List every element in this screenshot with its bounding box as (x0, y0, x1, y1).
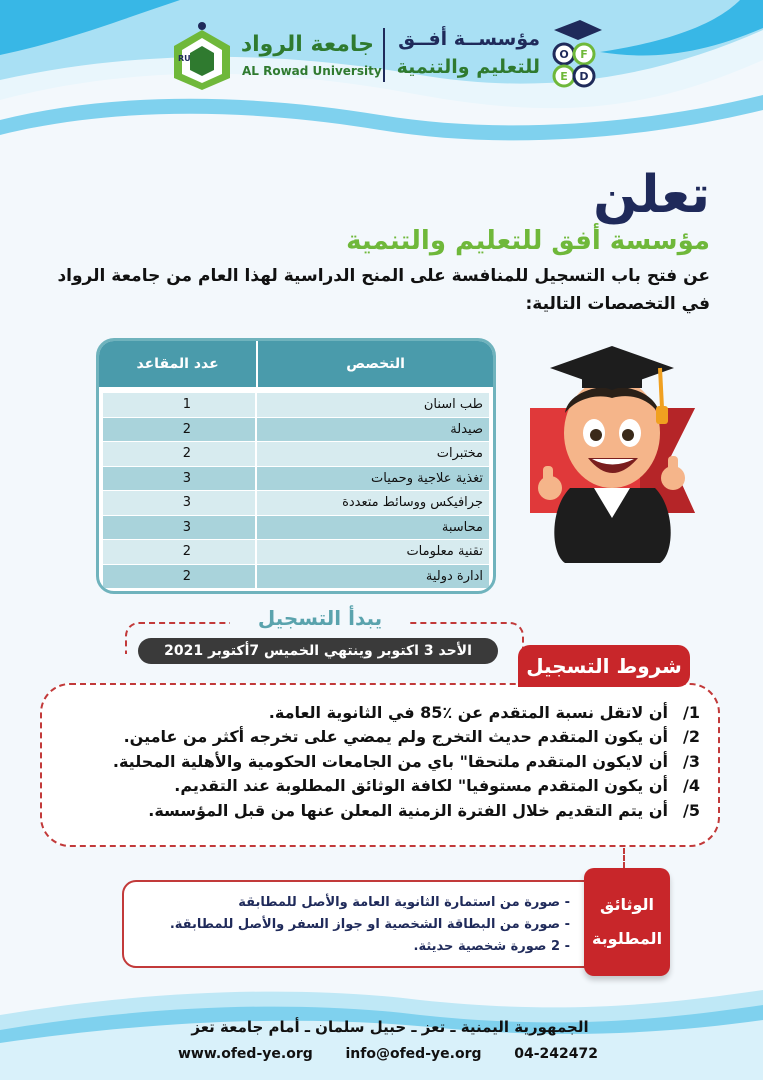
footer-website[interactable]: www.ofed-ye.org (178, 1046, 313, 1062)
condition-number: 5/ (683, 800, 700, 820)
footer-email[interactable]: info@ofed-ye.org (345, 1046, 482, 1062)
university-name-ar: جامعة الرواد (240, 32, 374, 57)
cell-specialty: طب اسنان (257, 393, 489, 417)
table-header (99, 341, 493, 387)
cell-seats: 3 (103, 467, 255, 491)
condition-item (60, 774, 700, 798)
table-row (103, 442, 489, 466)
organization-logo (392, 18, 604, 90)
documents-title-line1: الوثائق (600, 895, 654, 914)
cell-seats: 2 (103, 418, 255, 442)
condition-number: 4/ (683, 776, 700, 795)
announcement-intro: عن فتح باب التسجيل للمنافسة على المنح الدراسية لهذا العام من جامعة الرواد في التخصصات التالية: (57, 266, 710, 314)
announcement-organization: مؤسسة أفق للتعليم والتنمية (346, 226, 710, 256)
condition-number: 2/ (683, 727, 700, 746)
badge-pin-icon (623, 848, 633, 868)
cell-seats: 2 (103, 565, 255, 589)
documents-list (140, 892, 570, 958)
documents-badge (584, 868, 670, 976)
org-logo-letter-e: E (560, 70, 568, 83)
condition-text: أن يكون المتقدم مستوفيا" لكافة الوثائق المطلوبة عند التقديم. (174, 776, 668, 795)
cell-specialty: محاسبة (257, 516, 489, 540)
footer-contacts (178, 1046, 598, 1062)
cell-specialty: مختبرات (257, 442, 489, 466)
table-body (103, 393, 489, 589)
condition-item (60, 749, 700, 773)
org-name-line1: مؤسســة أفــق (398, 28, 540, 50)
table-row (103, 540, 489, 564)
table-row (103, 491, 489, 515)
header-seats: عدد المقاعد (136, 356, 219, 372)
condition-number: 1/ (683, 702, 700, 722)
documents-title-line2: المطلوبة (591, 929, 663, 948)
table-row (103, 565, 489, 589)
org-name-line2: للتعليم والتنمية (396, 56, 540, 78)
condition-item (60, 798, 700, 822)
condition-item (60, 725, 700, 749)
logo-divider (383, 28, 385, 82)
cell-seats: 3 (103, 516, 255, 540)
university-badge: RU (178, 54, 191, 63)
condition-text: أن يكون المتقدم حديث التخرج ولم يمضي على تخرجه أكثر من عامين. (123, 727, 668, 746)
graduate-mascot-illustration (510, 338, 730, 568)
conditions-title: شروط التسجيل (518, 645, 690, 687)
footer-address: الجمهورية اليمنية ـ تعز ـ حبيل سلمان ـ أمام جامعة تعز (191, 1018, 589, 1036)
condition-text: أن لاتقل نسبة المتقدم عن ٪85 في الثانوية العامة. (268, 702, 668, 722)
table-row (103, 467, 489, 491)
university-name-en: AL Rowad University (242, 64, 382, 78)
header-specialty: التخصص (256, 341, 493, 387)
cell-specialty: ادارة دولية (257, 565, 489, 589)
university-logo (170, 20, 380, 90)
org-emblem-icon (544, 18, 604, 90)
cell-specialty: صيدلة (257, 418, 489, 442)
condition-item (60, 700, 700, 724)
org-logo-letter-f: F (580, 48, 588, 61)
cell-seats: 2 (103, 540, 255, 564)
condition-text: أن لايكون المتقدم ملتحقا" باي من الجامعات الحكومية والأهلية المحلية. (112, 751, 668, 771)
footer-phone[interactable]: 04-242472 (514, 1046, 598, 1062)
org-logo-letter-d: D (579, 70, 589, 83)
document-item: - صورة من البطاقة الشخصية او جواز السفر والأصل للمطابقة. (169, 917, 570, 932)
table-row (103, 393, 489, 417)
table-row (103, 418, 489, 442)
condition-text: أن يتم التقديم خلال الفترة الزمنية المعلن عنها من قبل المؤسسة. (148, 800, 668, 820)
conditions-list (60, 700, 700, 823)
cell-seats: 3 (103, 491, 255, 515)
document-item: - صورة من استمارة الثانوية العامة والأصل للمطابقة (238, 895, 570, 910)
org-logo-letter-o: O (559, 48, 569, 61)
condition-number: 3/ (683, 751, 700, 771)
cell-specialty: تغذية علاجية وحميات (257, 467, 489, 491)
specialties-table (96, 338, 496, 594)
document-item: - 2 صورة شخصية حديثة. (413, 939, 570, 954)
cell-seats: 2 (103, 442, 255, 466)
cell-seats: 1 (103, 393, 255, 417)
cell-specialty: جرافيكس ووسائط متعددة (257, 491, 489, 515)
registration-dates: الأحد 3 اكتوبر وينتهي الخميس 7أكتوبر 2021 (138, 638, 498, 664)
announcement-headline: تعلن (593, 165, 710, 225)
cell-specialty: تقنية معلومات (257, 540, 489, 564)
table-row (103, 516, 489, 540)
registration-title: يبدأ التسجيل (230, 606, 410, 630)
